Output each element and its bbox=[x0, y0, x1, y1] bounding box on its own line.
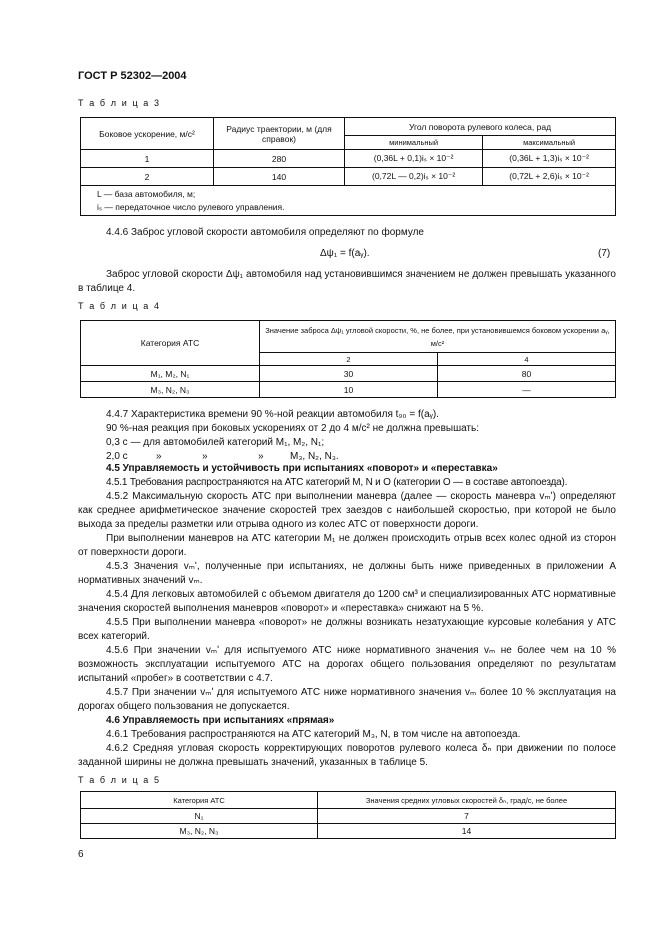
table3-caption: Т а б л и ц а 3 bbox=[78, 98, 161, 108]
page-number: 6 bbox=[78, 849, 84, 860]
cell: M₁, M₂, N₁ bbox=[81, 366, 260, 382]
cell: 140 bbox=[214, 168, 345, 186]
para-456: 4.5.6 При значении vₘʹ для испытуемого АТС ниже нормативного значения vₘ не более чем на 10 % возможность эксплуатации испытуемого АТС на дорогах общего пользования определяют по результатам испытаний «пробег» в соответствии с 4.7. bbox=[78, 645, 616, 684]
para-446: 4.4.6 Заброс угловой скорости автомобиля определяют по формуле bbox=[106, 227, 424, 238]
table4-col-value: Значение заброса Δψ₁ угловой скорости, %, не более, при установившемся боковом ускорении aᵧ, м/с² bbox=[260, 321, 616, 353]
heading-45: 4.5 Управляемость и устойчивость при испытаниях «поворот» и «переставка» bbox=[106, 463, 498, 474]
table5 bbox=[80, 791, 616, 839]
cell: 80 bbox=[438, 366, 616, 382]
table3-note-ratio: iₛ — передаточное число рулевого управления. bbox=[97, 201, 285, 212]
table3-note-base: L — база автомобиля, м; bbox=[97, 188, 196, 199]
table4 bbox=[80, 320, 616, 398]
cell: 7 bbox=[318, 809, 616, 824]
para-451: 4.5.1 Требования распространяются на АТС категорий M, N и O (категории O — в составе автопоезда). bbox=[106, 477, 568, 488]
cell: 1 bbox=[81, 150, 214, 168]
document-header: ГОСТ Р 52302—2004 bbox=[78, 70, 187, 82]
formula-7: Δψ₁ = f(aᵧ). bbox=[320, 248, 370, 259]
para-447: 4.4.7 Характеристика времени 90 %-ной реакции автомобиля t₉₀ = f(aᵧ). bbox=[106, 409, 439, 420]
table5-col-category: Категория АТС bbox=[81, 792, 318, 809]
table-row bbox=[81, 366, 616, 382]
cell: (0,72L + 2,6)iₛ × 10⁻² bbox=[483, 168, 616, 186]
cell: (0,36L + 1,3)iₛ × 10⁻² bbox=[483, 150, 616, 168]
para-452b: При выполнении маневров на АТС категории M₁ не должен происходить отрыв всех колес одной из сторон от поверхности дороги. bbox=[78, 533, 616, 558]
heading-46: 4.6 Управляемость при испытаниях «прямая» bbox=[106, 715, 335, 726]
formula-number: (7) bbox=[598, 248, 611, 259]
ditto-2: » bbox=[202, 451, 208, 462]
value-2s: 2,0 с bbox=[106, 451, 128, 462]
table-row bbox=[81, 824, 616, 839]
para-462: 4.6.2 Средняя угловая скорость корректирующих поворотов рулевого колеса δₙ при движении по полосе заданной ширины не должна превышать значений, указанных в таблице 5. bbox=[78, 743, 616, 768]
para-461: 4.6.1 Требования распространяются на АТС категорий M₃, N, в том числе на автопоезда. bbox=[106, 729, 521, 740]
table3-col-min: минимальный bbox=[345, 136, 483, 150]
cell: 280 bbox=[214, 150, 345, 168]
cell: 30 bbox=[260, 366, 438, 382]
cell: M₃, N₂, N₃ bbox=[81, 382, 260, 398]
cell: 14 bbox=[318, 824, 616, 839]
cell: M₃, N₂, N₃ bbox=[81, 824, 318, 839]
para-454: 4.5.4 Для легковых автомобилей с объемом двигателя до 1200 см³ и специализированных АТС нормативные значения скоростей выполнения маневров «поворот» и «переставка» снижают на 5 %. bbox=[78, 589, 616, 614]
para-452: 4.5.2 Максимальную скорость АТС при выполнении маневра (далее — скорость маневра vₘʹ) определяют как среднее арифметическое значение скоростей трех заездов с наибольшей скоростью, при которой не было выхода за пределы разметки или отрыва одного из колес АТС от поверхности дороги. bbox=[78, 491, 616, 530]
para-457: 4.5.7 При значении vₘʹ для испытуемого АТС ниже нормативного значения vₘ более 10 % эксплуатация на дорогах общего пользования не допускается. bbox=[78, 687, 616, 712]
table-row bbox=[81, 382, 616, 398]
table-row bbox=[81, 168, 616, 186]
table3-col-accel: Боковое ускорение, м/с² bbox=[81, 118, 214, 150]
para-447a: 90 %-ная реакция при боковых ускорениях от 2 до 4 м/с² не должна превышать: bbox=[106, 423, 479, 434]
table4-col-category: Категория АТС bbox=[81, 321, 260, 366]
cell: (0,72L — 0,2)iₛ × 10⁻² bbox=[345, 168, 483, 186]
table4-sub-2: 2 bbox=[260, 353, 438, 366]
para-447b: 0,3 с — для автомобилей категорий M₁, M₂, N₁; bbox=[106, 437, 325, 448]
para-446b: Заброс угловой скорости Δψ₁ автомобиля над установившимся значением не должен превышать указанного в таблице 4. bbox=[78, 269, 616, 294]
table3 bbox=[80, 117, 616, 216]
cell: N₁ bbox=[81, 809, 318, 824]
table-row bbox=[81, 150, 616, 168]
table3-col-max: максимальный bbox=[483, 136, 616, 150]
table3-notes bbox=[81, 186, 616, 216]
table3-col-angle: Угол поворота рулевого колеса, рад bbox=[345, 118, 616, 136]
table4-caption: Т а б л и ц а 4 bbox=[78, 301, 161, 311]
table5-col-value: Значения средних угловых скоростей δₙ, град/с, не более bbox=[318, 792, 616, 809]
cell: 2 bbox=[81, 168, 214, 186]
table4-sub-4: 4 bbox=[438, 353, 616, 366]
cell: 10 bbox=[260, 382, 438, 398]
ditto-1: » bbox=[156, 451, 162, 462]
table3-col-radius: Радиус траектории, м (для справок) bbox=[214, 118, 345, 150]
table5-caption: Т а б л и ц а 5 bbox=[78, 775, 161, 785]
table-row bbox=[81, 809, 616, 824]
ditto-3: » bbox=[258, 451, 264, 462]
categories: M₃, N₂, N₃. bbox=[290, 451, 339, 462]
cell: — bbox=[438, 382, 616, 398]
cell: (0,36L + 0,1)iₛ × 10⁻² bbox=[345, 150, 483, 168]
para-453: 4.5.3 Значения vₘʹ, полученные при испытаниях, не должны быть ниже приведенных в приложении А нормативных значений vₘ. bbox=[78, 561, 616, 586]
para-455: 4.5.5 При выполнении маневра «поворот» не должны возникать незатухающие курсовые колебания у АТС всех категорий. bbox=[78, 617, 616, 642]
